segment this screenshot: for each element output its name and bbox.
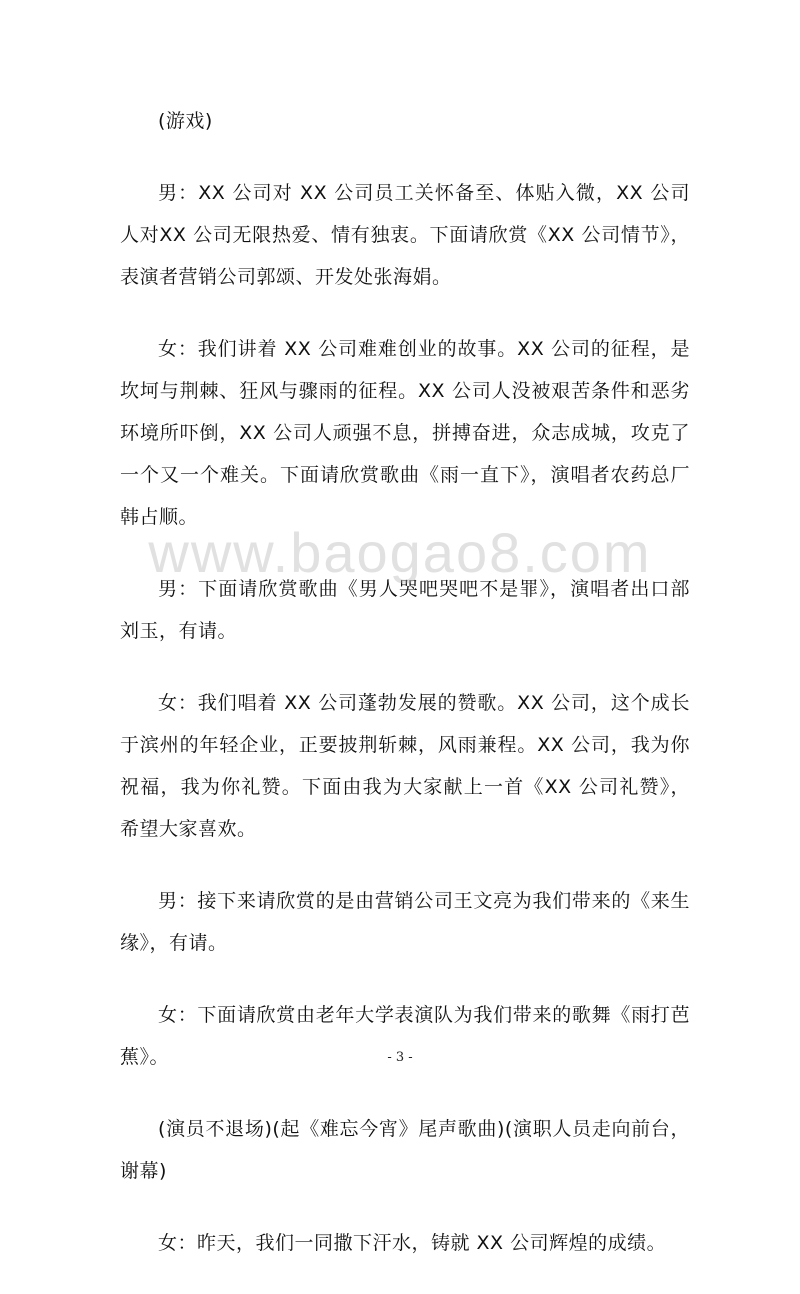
paragraph-female-1: 女：我们讲着 XX 公司难难创业的故事。XX 公司的征程，是坎坷与荆棘、狂风与骤雨的征程。XX 公司人没被艰苦条件和恶劣环境所吓倒，XX 公司人顽强不息，拼搏奋进，众志成城，攻克了一个又一个难关。下面请欣赏歌曲《雨一直下》，演唱者农药总厂韩占顺。: [120, 338, 690, 528]
paragraph-male-2: 男：下面请欣赏歌曲《男人哭吧哭吧不是罪》，演唱者出口部刘玉，有请。: [120, 578, 690, 642]
paragraph-game: (游戏): [158, 110, 213, 132]
document-body: [120, 100, 690, 1294]
paragraph-male-1: 男：XX 公司对 XX 公司员工关怀备至、体贴入微，XX 公司人对XX 公司无限热爱、情有独衷。下面请欣赏《XX 公司情节》，表演者营销公司郭颂、开发处张海娟。: [120, 182, 690, 288]
watermark: www.baogao8.com: [148, 521, 652, 584]
paragraph-female-3: 女：下面请欣赏由老年大学表演队为我们带来的歌舞《雨打芭蕉》。: [120, 1004, 690, 1068]
paragraph-female-4: 女：昨天，我们一同撒下汗水，铸就 XX 公司辉煌的成绩。: [158, 1232, 667, 1254]
paragraph-female-2: 女：我们唱着 XX 公司蓬勃发展的赞歌。XX 公司，这个成长于滨州的年轻企业，正要披荆斩棘，风雨兼程。XX 公司，我为你祝福，我为你礼赞。下面由我为大家献上一首《XX 公司礼赞》，希望大家喜欢。: [120, 692, 690, 840]
page-number: - 3 -: [387, 1050, 413, 1065]
paragraph-stage-direction: (演员不退场)(起《难忘今宵》尾声歌曲)(演职人员走向前台，谢幕): [120, 1118, 690, 1182]
paragraph-male-3: 男：接下来请欣赏的是由营销公司王文亮为我们带来的《来生缘》，有请。: [120, 890, 690, 954]
